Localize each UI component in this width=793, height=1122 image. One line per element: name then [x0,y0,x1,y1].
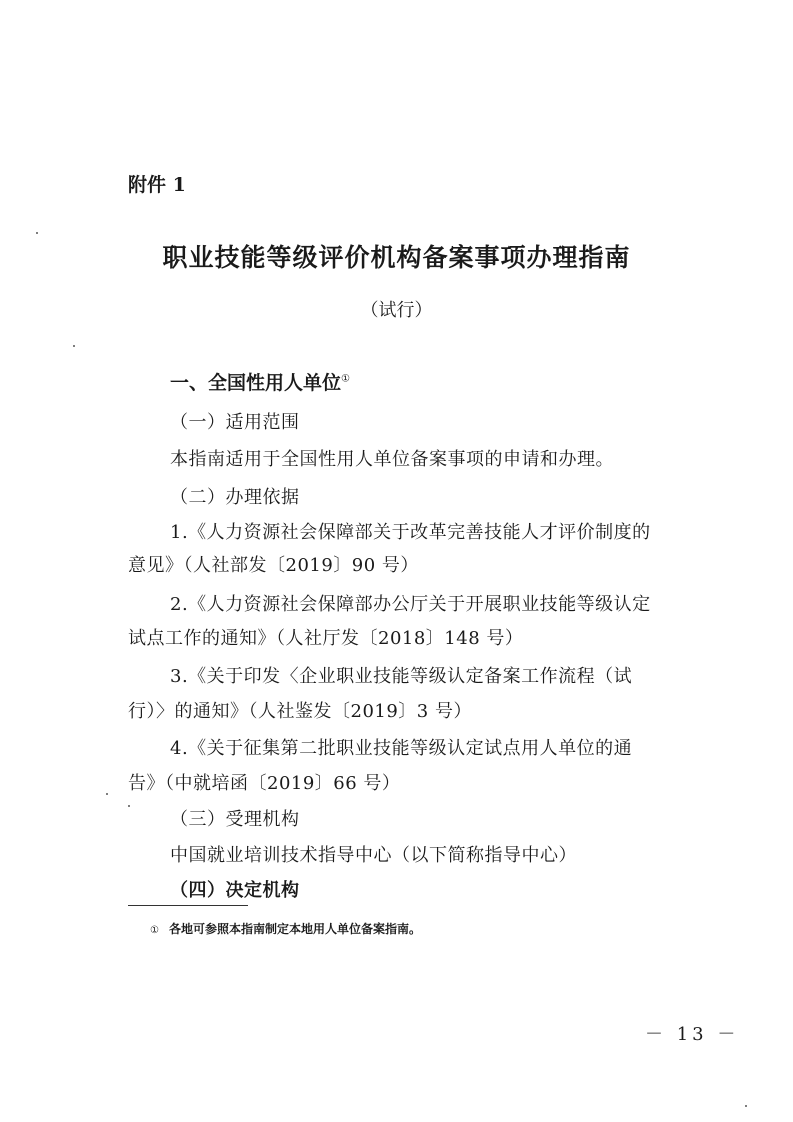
scan-speck [745,1105,747,1107]
footnote-divider [128,905,248,906]
document-subtitle: （试行） [360,300,433,321]
subheading-scope: （一）适用范围 [170,412,300,433]
scan-speck [128,805,130,807]
paragraph-line: 1.《人力资源社会保障部关于改革完善技能人才评价制度的 [170,522,651,543]
scan-speck [106,793,108,795]
paragraph-line: 告》（中就培函〔2019〕66 号） [128,773,401,794]
footnote-ref: ① [341,373,350,385]
paragraph-line: 2.《人力资源社会保障部办公厅关于开展职业技能等级认定 [170,594,651,615]
footnote [150,920,421,937]
paragraph-line: 意见》（人社部发〔2019〕90 号） [128,555,419,576]
document-title: 职业技能等级评价机构备案事项办理指南 [162,243,631,272]
section-heading-text: 一、全国性用人单位 [170,372,342,394]
paragraph-line: 本指南适用于全国性用人单位备案事项的申请和办理。 [170,449,614,470]
page-number: － 13 － [645,1024,740,1045]
paragraph-line: 4.《关于征集第二批职业技能等级认定试点用人单位的通 [170,738,633,759]
subheading-decision: （四）决定机构 [170,880,300,901]
subheading-acceptance: （三）受理机构 [170,809,300,830]
paragraph-line: 3.《关于印发〈企业职业技能等级认定备案工作流程（试 [170,666,633,687]
section-heading [170,368,350,395]
attachment-label: 附件 1 [128,174,186,196]
scan-speck [73,345,75,347]
paragraph-line: 中国就业培训技术指导中心（以下简称指导中心） [170,845,577,866]
footnote-mark: ① [150,925,159,936]
paragraph-line: 行）〉的通知》（人社鉴发〔2019〕3 号） [128,701,472,722]
footnote-text: 各地可参照本指南制定本地用人单位备案指南。 [168,922,421,936]
paragraph-line: 试点工作的通知》（人社厅发〔2018〕148 号） [128,628,524,649]
scan-speck [36,232,38,234]
subheading-basis: （二）办理依据 [170,487,300,508]
